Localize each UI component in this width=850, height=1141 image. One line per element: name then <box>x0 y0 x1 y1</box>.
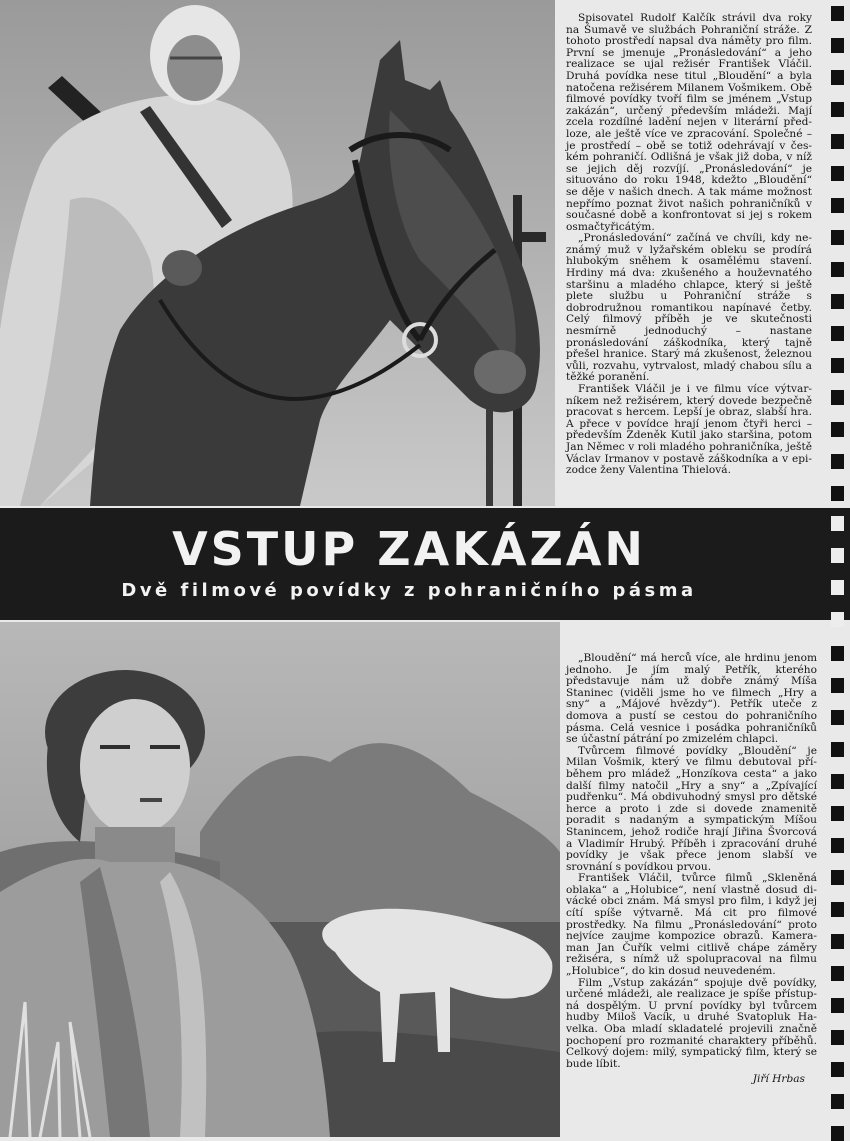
sprocket-hole <box>831 358 844 373</box>
sprocket-hole <box>831 966 844 981</box>
sprocket-hole <box>831 612 844 627</box>
paragraph: Spisovatel Rudolf Kalčík strávil dva roky na Šumavě ve službách Pohraniční stráže. Z tohoto prostředí napsal dva náměty pro film. První se jmenuje „Pronásledování“ a jeho realizace se ujal režisér František Vláčil. Druhá povídka nese titul „Bloudění“ a byla natočena režisérem Milanem Vošmikem. Obě filmové povídky tvoří film se jménem „Vstup zakázán“, určený především mládeži. Mají zcela rozdílné ladění nejen v literární předloze, ale ještě více ve zpracování. Společné – je prostředí – obě se totiž odehrávají v českém pohraničí. Odlišná je však již doba, v níž se jejich děj rozvíjí. „Pronásledování“ je situováno do roku 1948, kdežto „Bloudění“ se děje v našich dnech. A tak máme možnost nepřímo poznat život našich pohraničníků v současné době a konfrontovat si jej s rokem osmačtyřicátým. <box>566 12 812 233</box>
article-subtitle: Dvě filmové povídky z pohraničního pásma <box>121 580 697 601</box>
sprocket-hole <box>831 902 844 917</box>
rider-horse-image <box>0 0 555 506</box>
sprocket-hole <box>831 262 844 277</box>
sprocket-hole <box>831 870 844 885</box>
sprocket-hole <box>831 1094 844 1109</box>
sprocket-hole <box>831 998 844 1013</box>
sprocket-hole <box>831 774 844 789</box>
sprocket-hole <box>831 548 844 563</box>
sprocket-hole <box>831 1030 844 1045</box>
sprocket-hole <box>831 934 844 949</box>
sprocket-hole <box>831 646 844 661</box>
paragraph: „Pronásledování“ začíná ve chvíli, kdy neznámý muž v lyžařském obleku se prodírá hlubokým sněhem k osamělému stavení. Hrdiny má dva: zkušeného a houževnatého staršinu a mladého chlapce, který si ještě plete službu u Pohraniční stráže s dobrodružnou romantikou napínavé četby. Celý filmový příběh je ve skutečnosti nesmírně jednoduchý – nastane pronásledování záškodníka, který tajně přešel hranice. Starý má zkušenost, železnou vůli, rozvahu, vytrvalost, mladý chabou sílu a těžké poranění. <box>566 232 812 384</box>
sprocket-hole <box>831 580 844 595</box>
sprocket-hole <box>831 6 844 21</box>
sprocket-hole <box>831 486 844 501</box>
sprocket-hole <box>831 516 844 531</box>
sprocket-hole <box>831 166 844 181</box>
paragraph: František Vláčil je i ve filmu více výtvarníkem než režisérem, který dovede bezpečně pracovat s hercem. Lepší je obraz, slabší hra. A přece v povídce hrají jenom čtyři herci – především Zdeněk Kutil jako staršina, potom Jan Němec v roli mladého pohraničníka, ještě Václav Irmanov v postavě záškodníka a v epizodce ženy Valentina Thielová. <box>566 383 812 477</box>
sprocket-hole <box>831 742 844 757</box>
sprocket-hole <box>831 70 844 85</box>
sprocket-hole <box>831 326 844 341</box>
author-signature: Jiří Hrbas <box>752 1073 805 1086</box>
sprocket-hole <box>831 806 844 821</box>
paragraph: František Vláčil, tvůrce filmů „Skleněná oblaka“ a „Holubice“, není vlastně dosud divácké obci znám. Má smysl pro film, i když jej cítí spíše výtvarně. Má cit pro filmové prostředky. Na filmu „Pronásledování“ proto nejvíce zaujme kompozice obrazů. Kameraman Jan Čuřík velmi citlivě chápe záměry režiséra, s nímž už spolupracoval na filmu „Holubice“, do kin dosud neuvedeném. <box>566 872 817 978</box>
film-sprocket-strip-band <box>824 508 850 620</box>
photo-woman-and-horse <box>0 622 560 1137</box>
sprocket-hole <box>831 294 844 309</box>
sprocket-hole <box>831 198 844 213</box>
sprocket-hole <box>831 710 844 725</box>
sprocket-hole <box>831 422 844 437</box>
article-title: VSTUP ZAKÁZÁN <box>172 522 646 576</box>
title-band <box>0 508 850 620</box>
article-column-bottom <box>566 653 817 1086</box>
paragraph: „Bloudění“ má herců více, ale hrdinu jenom jednoho. Je jím malý Petřík, kterého představuje nám už dobře známý Míša Staninec (viděli jsme ho ve filmech „Hry a sny“ a „Májové hvězdy“). Petřík uteče z domova a pustí se cestou do pohraničního pásma. Celá vesnice i posádka pohraničníků se účastní pátrání po zmizelém chlapci. <box>566 652 817 746</box>
article-column-top <box>566 13 812 477</box>
sprocket-hole <box>831 390 844 405</box>
woman-horse-image <box>0 622 560 1137</box>
sprocket-hole <box>831 838 844 853</box>
paragraph: Tvůrcem filmové povídky „Bloudění“ je Milan Vošmik, který ve filmu debutoval příběhem pro mládež „Honzíkova cesta“ a jako další filmy natočil „Hry a sny“ a „Zpívající pudřenku“. Má obdivuhodný smysl pro dětské herce a proto i zde si dovede znamenitě poradit s nadaným a sympatickým Míšou Stanincem, jehož rodiče hrají Jiřina Švorcová a Vladimír Hrubý. Příběh i zpracování druhé povídky je však přece jenom slabší ve srovnání s povídkou prvou. <box>566 744 817 873</box>
paragraph: Film „Vstup zakázán“ spojuje dvě povídky, určené mládeži, ale realizace je spíše přístupná dospělým. U první povídky byl tvůrcem hudby Miloš Vacík, u druhé Svatopluk Havelka. Oba mladí skladatelé projevili značně pochopení pro rozmanité charaktery příběhů. Celkový dojem: milý, sympatický film, který se bude líbit. <box>566 976 817 1070</box>
sprocket-hole <box>831 454 844 469</box>
sprocket-hole <box>831 230 844 245</box>
sprocket-hole <box>831 1062 844 1077</box>
sprocket-hole <box>831 678 844 693</box>
sprocket-hole <box>831 1126 844 1141</box>
sprocket-hole <box>831 102 844 117</box>
sprocket-hole <box>831 38 844 53</box>
photo-rider-on-horse <box>0 0 555 506</box>
sprocket-hole <box>831 134 844 149</box>
